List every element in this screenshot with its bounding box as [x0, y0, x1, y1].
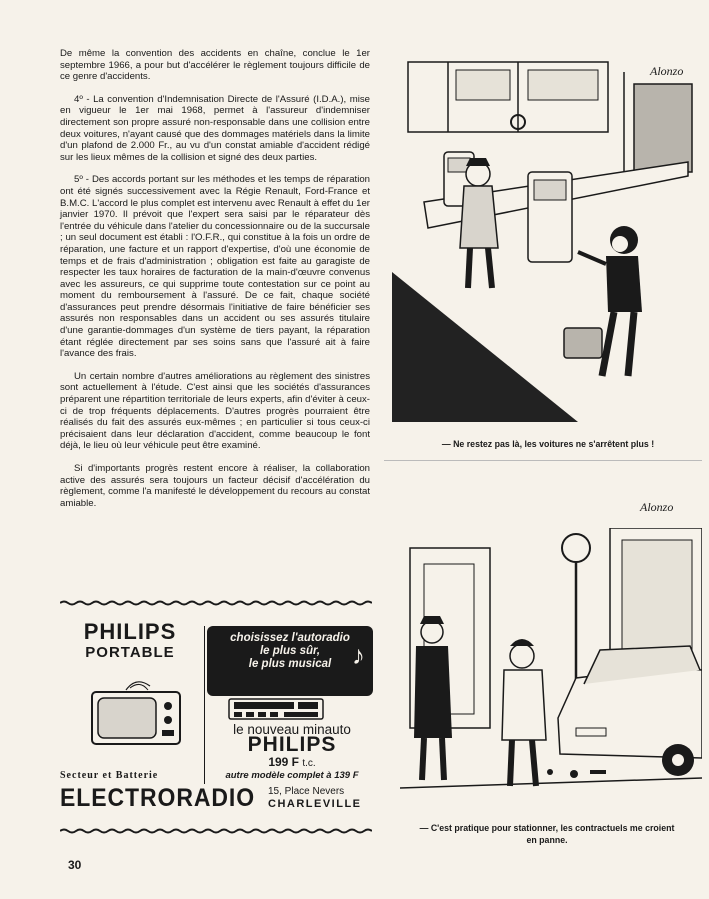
wavy-divider-bottom	[60, 828, 372, 834]
cartoon-signature: Alonzo	[650, 64, 684, 78]
article-paragraph: 4º - La convention d'Indemnisation Directe de l'Assuré (I.D.A.), mise en vigueur le 1er mai 1968, permet à l'assureur d'indemniser directement son propre assuré non-responsable dans une collision entre deux voitures, n'ayant causé que des dommages matériels dans la limite d'un plafond de 2.000 Fr., au vu d'un constat amiable d'accident rédigé sur les lieux mêmes de la collision et signé des deux parties.	[60, 93, 370, 163]
cartoon-gas-station	[388, 52, 700, 422]
bottom-caption-line: en panne.	[526, 835, 568, 845]
ad-price	[212, 755, 372, 769]
ad-brand-line1: PHILIPS	[83, 619, 177, 644]
portable-tv-icon	[90, 676, 182, 746]
ad-price-main: 199 F	[268, 755, 299, 769]
article-paragraph: Si d'importants progrès restent encore à réaliser, la collaboration active des assurés sera toujours un facteur décisif d'accélération du règlement, comme l'a manifesté le développement du recours au constat amiable.	[60, 463, 370, 509]
ad-brand-line2: PORTABLE	[85, 644, 175, 661]
ad-slogan-line: le plus musical	[248, 658, 332, 670]
ad-store-name: ELECTRORADIO	[60, 784, 256, 812]
cartoon-signature: Alonzo	[640, 500, 674, 514]
ad-secteur-text: Secteur et Batterie	[60, 770, 159, 781]
ad-nouveau-text: le nouveau minauto	[233, 722, 351, 737]
article-paragraph: 5º - Des accords portant sur les méthodes et les temps de réparation ont été signés successivement avec la Régie Renault, Ford-France et B.M.C. L'accord le plus complet est intervenu avec Renault à effet du 1er janvier 1970. Il prévoit que l'expert sera saisi par le réparateur dès l'entrée du véhicule dans l'atelier du concessionnaire ou de la succursale ; un seul document est établi : l'O.F.R., qui constitue à la fois un ordre de réparation, une facture et un rapport d'expertise, d'où une économie de temps et de frais d'administration ; obligation est faite au garagiste de respecter les taux horaires de facturation de la main-d'œuvre convenus avec les assureurs, ce qui supprime toute contestation sur ce point au moment du remboursement à l'assuré. De ce fait, chaque société d'assurances peut prendre désormais l'initiative de faire bénéficier ses assurés non responsables dans un accident ou ses assurés titulaire d'une garantie-dommages d'un système de tiers payant, la réparation étant réglée directement par ses soins sans que l'assuré ait à faire l'avance des frais.	[60, 174, 370, 360]
page-number: 30	[68, 858, 82, 872]
ad-divider-line	[204, 626, 205, 784]
ad-brand-big: PHILIPS	[247, 733, 337, 756]
cartoon-parked-car	[400, 528, 702, 818]
ad-autoradio	[207, 626, 373, 696]
bottom-caption-line: — C'est pratique pour stationner, les contractuels me croient	[419, 823, 675, 833]
car-radio-icon	[228, 698, 324, 720]
ad-slogan-line: choisissez l'autoradio	[230, 632, 350, 644]
article-column	[60, 48, 370, 520]
ad-slogan-box	[207, 626, 373, 696]
ad-other-model: autre modèle complet à 139 F	[225, 770, 359, 781]
ad-slogan-line: le plus sûr,	[259, 645, 321, 657]
ad-address-line: 15, Place Nevers	[268, 786, 345, 797]
wavy-divider-top	[60, 600, 372, 606]
top-cartoon-caption: — Ne restez pas là, les voitures ne s'arrêtent plus !	[441, 439, 655, 449]
ad-philips-portable	[60, 620, 200, 661]
ad-city: CHARLEVILLE	[268, 798, 362, 810]
music-note-icon: ♪	[352, 640, 365, 670]
ad-price-suffix: t.c.	[302, 758, 316, 769]
article-paragraph: De même la convention des accidents en chaîne, conclue le 1er septembre 1966, a pour but d'accélérer le règlement toujours difficile de ce genre d'accidents.	[60, 48, 370, 83]
bottom-cartoon-caption	[392, 822, 702, 846]
article-paragraph: Un certain nombre d'autres améliorations au règlement des sinistres sont actuellement à l'étude. C'est ainsi que les sociétés d'assurances préparent une répartition territoriale de leurs experts, afin d'éviter à ceux-ci de trop fréquents déplacements. D'autres progrès pourraient être réalisés du fait des assurés eux-mêmes ; en particulier si tous ceux-ci précisaient dans leur déclaration d'accident, comme beaucoup le font déjà, le lieu où leur véhicule peut être examiné.	[60, 370, 370, 452]
cartoon-separator	[384, 460, 702, 461]
ad-address	[268, 786, 362, 810]
